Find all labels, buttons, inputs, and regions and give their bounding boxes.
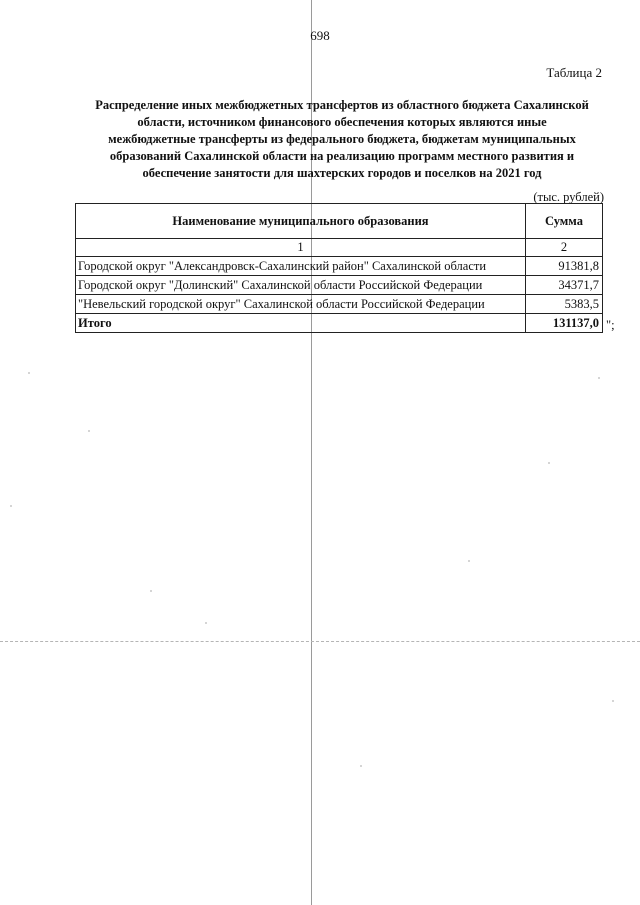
total-sum: 131137,0	[525, 314, 602, 333]
scan-speck	[612, 700, 614, 702]
total-label: Итого	[76, 314, 526, 333]
closing-quote: ";	[606, 318, 615, 332]
municipality-name: "Невельский городской округ" Сахалинской области Российской Федерации	[76, 295, 526, 314]
municipality-sum: 91381,8	[525, 257, 602, 276]
municipality-sum: 34371,7	[525, 276, 602, 295]
title-line: Распределение иных межбюджетных трансфертов из областного бюджета Сахалинской	[95, 98, 589, 112]
column-number-row	[76, 239, 603, 257]
scan-speck	[360, 765, 362, 767]
scan-speck	[88, 430, 90, 432]
column-number: 2	[525, 239, 602, 257]
municipality-name: Городской округ "Долинский" Сахалинской области Российской Федерации	[76, 276, 526, 295]
total-row	[76, 314, 603, 333]
municipality-name: Городской округ "Александровск-Сахалинский район" Сахалинской области	[76, 257, 526, 276]
units-label: (тыс. рублей)	[533, 190, 604, 204]
title-line: обеспечение занятости для шахтерских городов и поселков на 2021 год	[142, 166, 542, 180]
document-title	[72, 97, 612, 182]
scan-speck	[548, 462, 550, 464]
table-row	[76, 276, 603, 295]
page-number: 698	[310, 28, 330, 43]
transfers-table	[75, 203, 603, 333]
header-sum: Сумма	[525, 204, 602, 239]
scan-speck	[598, 377, 600, 379]
title-line: межбюджетные трансферты из федерального бюджета, бюджетам муниципальных	[108, 132, 576, 146]
table-row	[76, 257, 603, 276]
scan-speck	[150, 590, 152, 592]
scan-speck	[28, 372, 30, 374]
table-row	[76, 295, 603, 314]
scan-speck	[205, 622, 207, 624]
title-line: области, источником финансового обеспечения которых являются иные	[137, 115, 547, 129]
table-label: Таблица 2	[546, 65, 602, 80]
title-line: образований Сахалинской области на реализацию программ местного развития и	[109, 149, 575, 163]
scan-speck	[468, 560, 470, 562]
municipality-sum: 5383,5	[525, 295, 602, 314]
scan-speck	[10, 505, 12, 507]
scan-crease-line	[0, 641, 640, 642]
header-name: Наименование муниципального образования	[76, 204, 526, 239]
table-header-row	[76, 204, 603, 239]
column-number: 1	[76, 239, 526, 257]
